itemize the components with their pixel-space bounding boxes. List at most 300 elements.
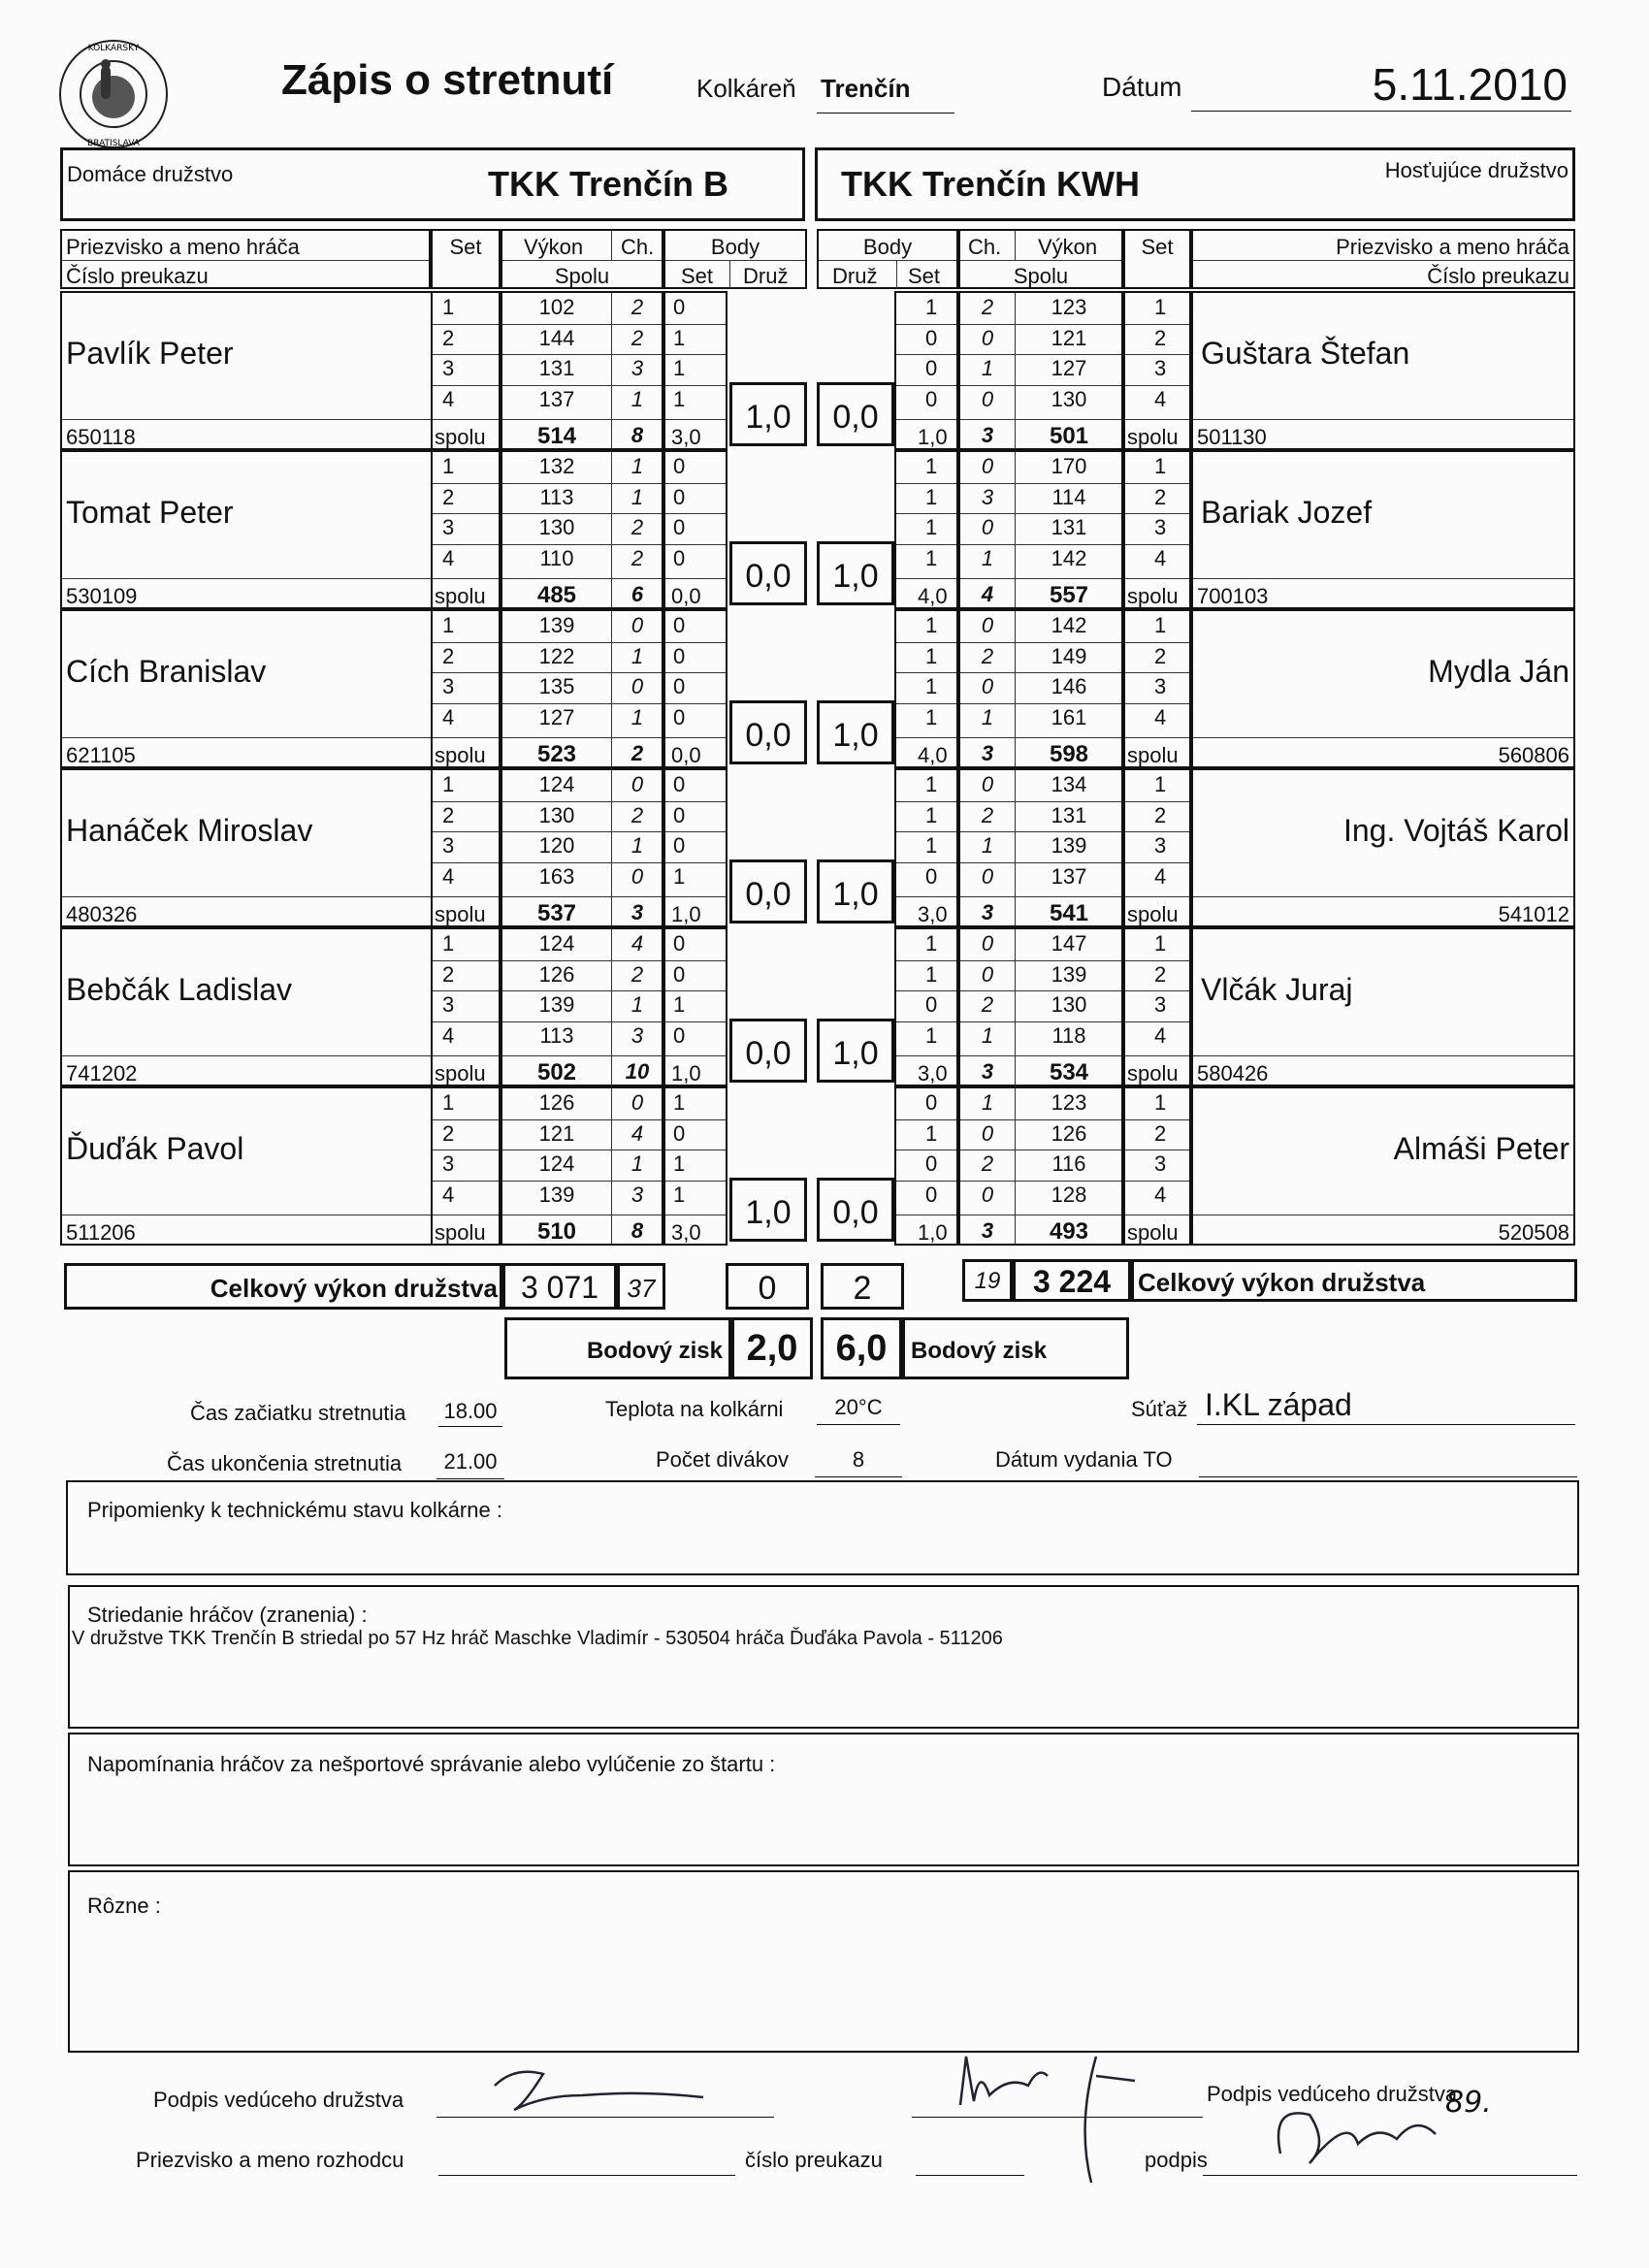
guest-team-point-box — [817, 382, 894, 446]
home-team-point-box — [729, 1178, 807, 1242]
guest-player-licence: 560806 — [1498, 743, 1569, 767]
separator — [960, 1021, 1121, 1022]
set-vykon: 137 — [538, 386, 575, 411]
set-ch: 0 — [981, 454, 994, 478]
guest-player-licence: 700103 — [1197, 584, 1269, 608]
set-vykon: 130 — [1051, 992, 1087, 1017]
set-vykon: 124 — [538, 772, 575, 796]
set-number: 3 — [1154, 992, 1167, 1017]
viewers-value: 8 — [852, 1447, 865, 1472]
home-team-point-box — [729, 382, 807, 446]
separator — [960, 1055, 1121, 1056]
guest-player-licence: 520508 — [1498, 1220, 1569, 1245]
set-point: 1 — [673, 386, 686, 411]
separator — [1125, 1181, 1189, 1182]
guest-body-set-column — [894, 768, 958, 927]
set-vykon: 139 — [538, 992, 575, 1017]
guest-total-label: Celkový výkon družstva — [1138, 1268, 1426, 1297]
separator — [960, 831, 1121, 832]
home-vykon-header — [501, 229, 663, 289]
guest-total-label-box — [1131, 1259, 1577, 1302]
separator — [433, 419, 499, 420]
separator — [960, 1119, 1121, 1120]
separator — [960, 483, 1121, 484]
set-vykon: 134 — [1051, 772, 1087, 796]
set-vykon: 110 — [539, 545, 574, 570]
separator — [665, 960, 726, 961]
separator — [433, 385, 499, 386]
spolu-label: spolu — [1127, 1061, 1179, 1085]
guest-points-box — [821, 1263, 904, 1310]
separator — [665, 642, 726, 643]
home-set-points: 1,0 — [671, 902, 701, 926]
guest-total-ch: 19 — [974, 1268, 1001, 1294]
guest-player-name: Almáši Peter — [1393, 1131, 1569, 1166]
set-vykon: 120 — [538, 833, 575, 858]
set-header: Set — [1141, 235, 1174, 259]
separator — [665, 324, 726, 325]
guest-ch-total: 3 — [981, 741, 994, 765]
player-name-header: Priezvisko a meno hráča — [66, 235, 300, 259]
separator — [665, 385, 726, 386]
body-set-header: Set — [908, 264, 941, 288]
guest-ch-total: 3 — [981, 900, 994, 924]
set-ch: 3 — [630, 1182, 644, 1207]
separator — [433, 1021, 499, 1022]
home-points-box — [726, 1263, 809, 1310]
viewers-label: Počet divákov — [656, 1447, 789, 1472]
separator — [502, 801, 662, 802]
set-vykon: 123 — [1051, 1090, 1087, 1115]
body-header: Body — [710, 235, 760, 259]
separator — [896, 1021, 956, 1022]
spolu-label: spolu — [435, 902, 486, 926]
venue-field — [817, 70, 954, 113]
guest-total-box — [1013, 1259, 1131, 1302]
separator — [502, 419, 662, 420]
set-number: 1 — [1154, 772, 1167, 796]
competition-field — [1197, 1385, 1575, 1425]
set-ch: 2 — [630, 545, 644, 570]
separator — [665, 513, 726, 514]
form-title: Zápis o stretnutí — [281, 56, 614, 104]
set-vykon: 139 — [538, 1182, 575, 1207]
home-team-point-box — [729, 700, 807, 764]
separator — [960, 419, 1121, 420]
guest-vykon-column — [958, 609, 1123, 768]
set-number: 3 — [1154, 1151, 1167, 1176]
set-vykon: 142 — [1051, 545, 1087, 570]
set-point: 0 — [925, 356, 938, 380]
spolu-label: spolu — [1127, 902, 1179, 926]
separator — [665, 1021, 726, 1022]
home-total-box — [502, 1263, 617, 1310]
separator — [960, 960, 1121, 961]
referee-sign-label: podpis — [1145, 2148, 1208, 2172]
separator — [960, 578, 1121, 579]
set-number: 3 — [442, 1151, 455, 1176]
set-ch: 0 — [981, 325, 994, 350]
guest-total: 541 — [1049, 900, 1089, 926]
separator — [896, 385, 956, 386]
home-body-header — [663, 229, 807, 289]
body-druz-header: Druž — [743, 264, 789, 288]
guest-set-points: 3,0 — [918, 902, 948, 926]
set-number: 1 — [1154, 454, 1167, 478]
set-number: 2 — [442, 643, 455, 668]
home-total: 502 — [536, 1059, 577, 1085]
separator — [433, 513, 499, 514]
home-total: 537 — [536, 900, 577, 926]
set-vykon: 147 — [1051, 931, 1087, 956]
guest-total-ch-box — [962, 1259, 1013, 1302]
separator — [433, 862, 499, 863]
set-ch: 3 — [630, 356, 644, 380]
set-number: 1 — [442, 772, 455, 796]
separator — [502, 324, 662, 325]
home-total-label-box — [64, 1263, 502, 1310]
guest-set-column — [1123, 450, 1191, 609]
vykon-header: Výkon — [1038, 235, 1098, 259]
separator — [896, 703, 956, 704]
home-player-licence: 741202 — [66, 1061, 138, 1085]
set-number: 1 — [1154, 1090, 1167, 1115]
guest-team-label: Hosťujúce družstvo — [1384, 158, 1568, 182]
home-set-column — [431, 768, 501, 927]
separator — [1193, 1055, 1573, 1056]
separator — [665, 831, 726, 832]
temp-value: 20°C — [834, 1395, 883, 1419]
separator — [1125, 990, 1189, 991]
set-point: 1 — [673, 325, 686, 350]
guest-set-column — [1123, 768, 1191, 927]
guest-body-set-column — [894, 927, 958, 1086]
set-point: 1 — [925, 772, 938, 796]
set-point: 0 — [673, 1120, 686, 1146]
referee-name-label: Priezvisko a meno rozhodcu — [136, 2148, 404, 2172]
guest-player-block — [1191, 450, 1575, 609]
spolu-label: spolu — [435, 1220, 486, 1245]
home-set-points: 1,0 — [671, 1061, 701, 1085]
set-vykon: 102 — [538, 295, 575, 319]
set-vykon: 135 — [538, 674, 575, 698]
set-vykon: 126 — [1051, 1120, 1087, 1146]
guest-vykon-column — [958, 291, 1123, 450]
separator — [433, 354, 499, 355]
guest-player-name: Mydla Ján — [1428, 654, 1569, 689]
guest-team-point-box — [817, 1178, 894, 1242]
separator — [896, 672, 956, 673]
home-vykon-column — [501, 1086, 663, 1246]
guest-total: 598 — [1049, 741, 1089, 767]
set-ch: 0 — [981, 515, 994, 539]
guest-total-value: 3 224 — [1032, 1264, 1112, 1299]
guest-set-points: 3,0 — [918, 1061, 948, 1085]
set-number: 3 — [1154, 356, 1167, 380]
guest-vykon-column — [958, 927, 1123, 1086]
guest-total: 493 — [1049, 1218, 1089, 1245]
body-header: Body — [862, 235, 913, 259]
body-set-header: Set — [681, 264, 714, 288]
home-team-point: 0,0 — [745, 717, 792, 754]
separator — [1125, 862, 1189, 863]
guest-player-name: Guštara Štefan — [1201, 336, 1410, 371]
set-number: 2 — [442, 1120, 455, 1146]
set-number: 3 — [1154, 833, 1167, 858]
set-ch: 2 — [981, 992, 994, 1017]
guest-player-block — [1191, 1086, 1575, 1246]
date-value: 5.11.2010 — [1372, 59, 1568, 110]
guest-set-points: 1,0 — [918, 1220, 948, 1245]
set-ch: 1 — [981, 833, 994, 858]
temp-label: Teplota na kolkárni — [605, 1397, 784, 1421]
federation-logo-icon — [56, 37, 171, 151]
guest-ch-total: 4 — [981, 582, 994, 606]
home-set-header — [431, 229, 501, 289]
set-ch: 1 — [630, 386, 644, 411]
set-vykon: 114 — [1051, 484, 1086, 509]
separator — [896, 1055, 956, 1056]
set-vykon: 116 — [1051, 1151, 1086, 1176]
home-bodovy-box — [731, 1317, 813, 1379]
separator — [433, 544, 499, 545]
separator — [502, 672, 662, 673]
set-point: 1 — [925, 1022, 938, 1048]
separator — [433, 1119, 499, 1120]
set-point: 0 — [925, 863, 938, 889]
separator — [1125, 1021, 1189, 1022]
separator — [433, 960, 499, 961]
separator — [960, 1181, 1121, 1182]
set-number: 1 — [442, 454, 455, 478]
set-number: 4 — [442, 1182, 455, 1207]
set-ch: 1 — [981, 356, 994, 380]
start-field — [438, 1397, 502, 1427]
set-vykon: 142 — [1051, 613, 1087, 637]
venue-value: Trenčín — [821, 74, 911, 103]
set-number: 2 — [1154, 484, 1167, 509]
set-point: 1 — [925, 484, 938, 509]
home-set-points: 3,0 — [671, 425, 701, 449]
set-ch: 2 — [630, 325, 644, 350]
set-ch: 0 — [630, 772, 644, 796]
spolu-label: spolu — [1127, 1220, 1179, 1245]
set-point: 0 — [673, 515, 686, 539]
set-ch: 0 — [981, 674, 994, 698]
ch-header: Ch. — [968, 235, 1002, 259]
set-point: 1 — [925, 295, 938, 319]
home-player-name: Bebčák Ladislav — [66, 972, 293, 1007]
set-vykon: 161 — [1051, 704, 1087, 729]
set-ch: 0 — [981, 386, 994, 411]
set-point: 0 — [673, 961, 686, 987]
home-body-set-column — [663, 768, 728, 927]
separator — [1125, 419, 1189, 420]
vykon-header: Výkon — [524, 235, 584, 259]
separator — [896, 1119, 956, 1120]
set-vykon: 163 — [538, 863, 575, 889]
set-point: 1 — [925, 454, 938, 478]
separator — [1125, 801, 1189, 802]
set-ch: 3 — [630, 1022, 644, 1048]
home-vykon-column — [501, 450, 663, 609]
set-number: 1 — [1154, 295, 1167, 319]
separator — [1125, 896, 1189, 897]
separator — [502, 831, 662, 832]
home-set-column — [431, 609, 501, 768]
guest-team-point: 1,0 — [832, 876, 879, 913]
set-point: 0 — [673, 772, 686, 796]
technical-remarks-box — [66, 1480, 1579, 1575]
separator — [960, 672, 1121, 673]
set-point: 0 — [673, 802, 686, 827]
set-number: 3 — [442, 833, 455, 858]
separator — [896, 642, 956, 643]
separator — [1125, 703, 1189, 704]
guest-team-point-box — [817, 700, 894, 764]
separator — [502, 354, 662, 355]
guest-total: 534 — [1049, 1059, 1089, 1085]
home-player-name: Tomat Peter — [66, 495, 234, 530]
separator — [896, 354, 956, 355]
home-total: 485 — [536, 582, 577, 608]
separator — [502, 544, 662, 545]
separator — [433, 737, 499, 738]
set-point: 1 — [673, 356, 686, 380]
set-vykon: 146 — [1051, 674, 1087, 698]
separator — [896, 544, 956, 545]
separator — [960, 737, 1121, 738]
spolu-label: spolu — [1127, 584, 1179, 608]
set-number: 1 — [442, 1090, 455, 1115]
set-point: 0 — [925, 325, 938, 350]
separator — [896, 862, 956, 863]
guest-ch-total: 3 — [981, 1059, 994, 1084]
home-set-points: 0,0 — [671, 743, 701, 767]
set-number: 4 — [442, 704, 455, 729]
set-ch: 2 — [981, 295, 994, 319]
set-point: 0 — [673, 484, 686, 509]
set-number: 3 — [442, 992, 455, 1017]
set-ch: 0 — [981, 1120, 994, 1146]
home-set-column — [431, 291, 501, 450]
substitutions-text: V družstve TKK Trenčín B striedal po 57 Hz hráč Maschke Vladimír - 530504 hráča Ďuďáka Pavola - 511206 — [72, 1628, 1003, 1649]
set-ch: 0 — [630, 863, 644, 889]
guest-team-point-box — [817, 1019, 894, 1083]
home-player-licence: 530109 — [66, 584, 138, 608]
home-body-set-column — [663, 609, 728, 768]
separator — [433, 831, 499, 832]
release-label: Dátum vydania TO — [995, 1447, 1173, 1472]
set-ch: 0 — [630, 674, 644, 698]
home-player-name: Pavlík Peter — [66, 336, 234, 371]
guest-player-name: Ing. Vojtáš Karol — [1342, 813, 1569, 848]
set-point: 1 — [925, 961, 938, 987]
separator — [1125, 544, 1189, 545]
home-player-licence: 480326 — [66, 902, 138, 926]
guest-total: 501 — [1049, 423, 1089, 449]
separator — [1125, 324, 1189, 325]
set-number: 2 — [1154, 1120, 1167, 1146]
set-vykon: 113 — [539, 1022, 574, 1048]
separator — [896, 578, 956, 579]
set-vykon: 131 — [538, 356, 575, 380]
guest-vykon-column — [958, 450, 1123, 609]
separator — [433, 1181, 499, 1182]
home-ch-total: 6 — [630, 582, 644, 606]
set-header: Set — [449, 235, 482, 259]
home-player-licence: 650118 — [66, 425, 136, 449]
spolu-label: spolu — [435, 584, 486, 608]
guest-team-point: 0,0 — [832, 399, 879, 436]
set-number: 4 — [1154, 386, 1167, 411]
home-player-name: Hanáček Miroslav — [66, 813, 313, 848]
home-team-point-box — [729, 1019, 807, 1083]
separator — [896, 960, 956, 961]
end-value: 21.00 — [443, 1449, 498, 1474]
separator — [960, 990, 1121, 991]
set-vykon: 124 — [538, 1151, 575, 1176]
set-vykon: 130 — [1051, 386, 1087, 411]
home-ch-total: 2 — [630, 741, 644, 765]
set-point: 1 — [673, 1182, 686, 1207]
set-point: 0 — [925, 386, 938, 411]
separator — [896, 324, 956, 325]
set-point: 0 — [673, 1022, 686, 1048]
set-ch: 1 — [630, 454, 644, 478]
start-value: 18.00 — [443, 1399, 498, 1423]
home-player-col-header — [60, 229, 431, 289]
set-point: 1 — [925, 643, 938, 668]
home-team-point: 0,0 — [745, 876, 792, 913]
home-set-column — [431, 927, 501, 1086]
home-set-points: 0,0 — [671, 584, 701, 608]
home-team-point: 1,0 — [745, 1194, 792, 1231]
set-number: 2 — [1154, 643, 1167, 668]
set-point: 1 — [925, 931, 938, 956]
set-ch: 0 — [981, 863, 994, 889]
separator — [1125, 578, 1189, 579]
separator — [1125, 354, 1189, 355]
home-vykon-column — [501, 927, 663, 1086]
set-vykon: 126 — [538, 1090, 575, 1115]
ch-header: Ch. — [621, 235, 655, 259]
separator — [896, 1181, 956, 1182]
set-ch: 2 — [981, 643, 994, 668]
separator — [896, 801, 956, 802]
separator — [1125, 385, 1189, 386]
separator — [502, 483, 662, 484]
guest-player-name: Bariak Jozef — [1201, 495, 1373, 530]
set-ch: 2 — [981, 802, 994, 827]
separator — [960, 703, 1121, 704]
set-ch: 1 — [630, 704, 644, 729]
set-number: 1 — [442, 295, 455, 319]
date-field — [1191, 58, 1571, 112]
home-player-licence: 621105 — [66, 743, 136, 767]
set-ch: 0 — [981, 961, 994, 987]
set-point: 0 — [673, 454, 686, 478]
guest-ch-total: 3 — [981, 423, 994, 447]
separator — [1193, 419, 1573, 420]
separator — [1193, 737, 1573, 738]
separator — [1125, 1119, 1189, 1120]
separator — [433, 703, 499, 704]
separator — [896, 419, 956, 420]
misc-box — [68, 1870, 1579, 2053]
svg-text:BRATISLAVA: BRATISLAVA — [87, 139, 140, 148]
guest-vykon-header — [958, 229, 1123, 289]
